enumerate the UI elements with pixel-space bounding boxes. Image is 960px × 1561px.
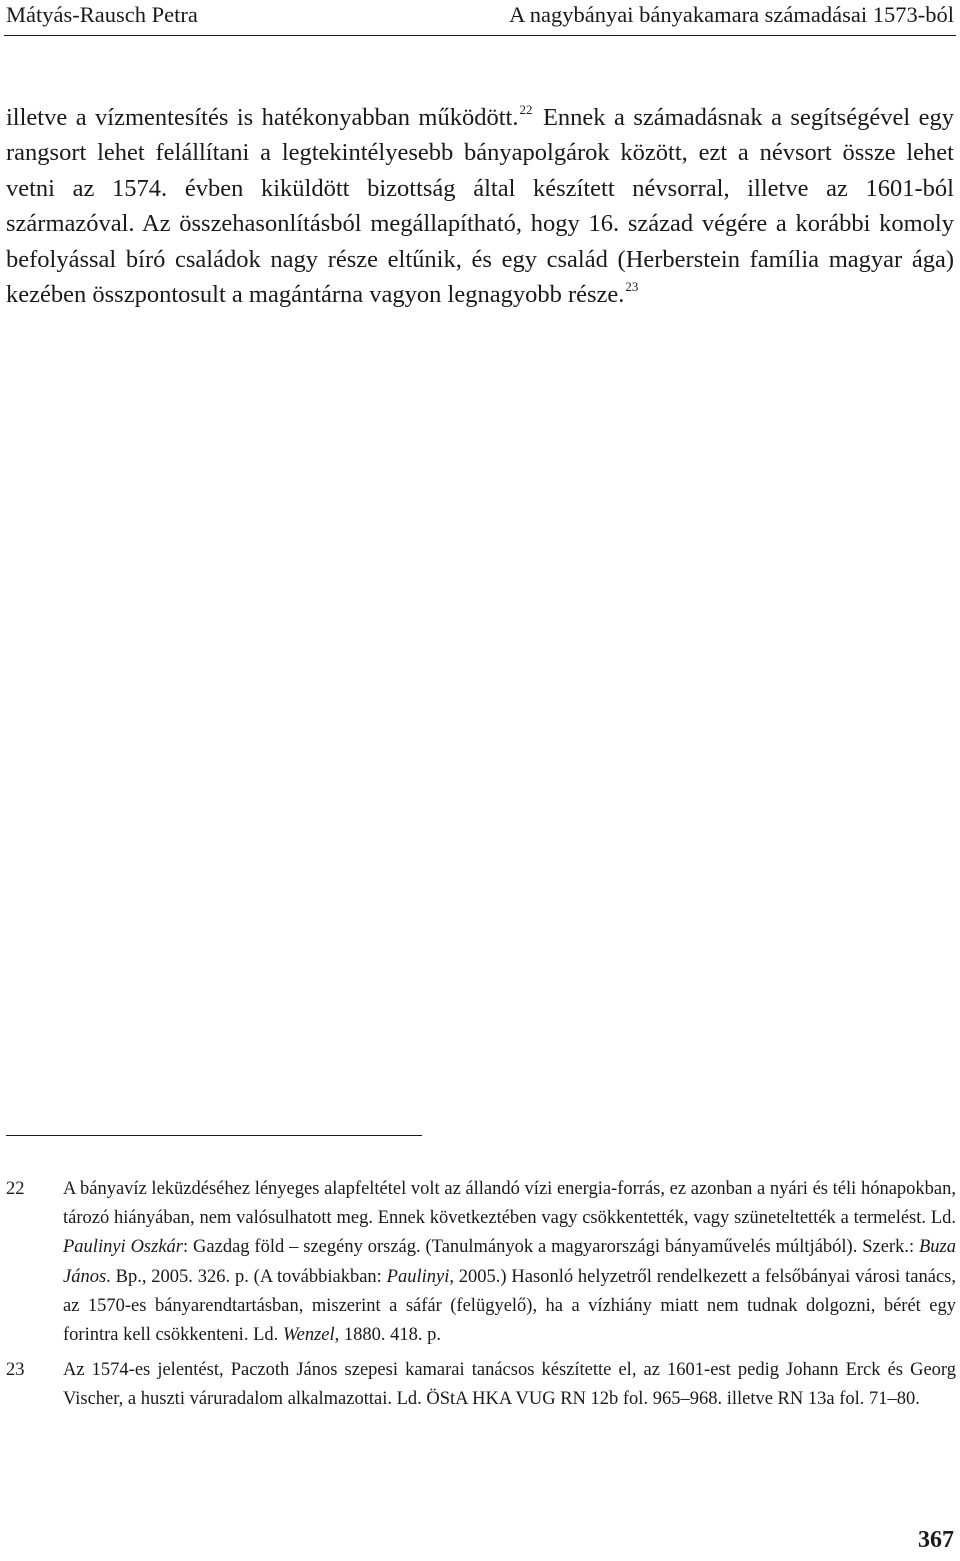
footnote-reference-23[interactable]: 23 [625,279,639,295]
body-paragraph [6,100,954,312]
footnote-text [63,1175,956,1350]
footnote-italic-name: Paulinyi Oszkár [63,1237,183,1258]
footnote-separator [6,1135,422,1136]
footnotes [6,1175,956,1421]
footnote-text-run: , 2005.) Hasonló helyzetről rendelkezett a felsőbányai városi tanács, az 1570-es bányarendtartásban, miszerint a sáfár (felügyelő), ha a vízhiány miatt nem tudnak dolgozni, bérét egy forintra kell csökkenteni. Ld. [63,1266,956,1346]
page-number: 367 [918,1527,954,1553]
running-header [6,0,954,34]
footnote-number: 22 [6,1179,25,1199]
header-rule [4,35,956,36]
body-segment: Ennek a számadásnak a segítségével egy rangsort lehet felállítani a legtekintélyesebb bányapolgárok között, ezt a névsort össze lehet vetni az 1574. évben kiküldött bizottság által készített névsorral, illetve az 1601-ból származóval. Az összehasonlításból megállapítható, hogy 16. század végére a korábbi komoly befolyással bíró családok nagy része eltűnik, és egy család (Herberstein família magyar ága) kezében összpontosult a magántárna vagyon legnagyobb része. [6,104,954,309]
body-segment: illetve a vízmentesítés is hatékonyabban működött. [6,104,519,131]
footnote-text-run: A bányavíz leküzdéséhez lényeges alapfeltétel volt az állandó vízi energia-forrás, ez azonban a nyári és téli hónapokban, tározó hiányában, nem valósulhatott meg. Ennek következtében vagy csökkentették, vagy szüneteltették a termelést. Ld. [63,1179,956,1229]
footnote-text [63,1356,956,1414]
footnote-22 [6,1175,956,1350]
footnote-text-run: . Bp., 2005. 326. p. (A továbbiakban: [106,1266,387,1287]
footnote-italic-name: Paulinyi [386,1266,450,1287]
footnote-text-run: Az 1574-es jelentést, Paczoth János szepesi kamarai tanácsos készítette el, az 1601-est pedig Johann Erck és Georg Vischer, a huszti váruradalom alkalmazottai. Ld. ÖStA HKA VUG RN 12b fol. 965–968. illetve RN 13a fol. 71–80. [63,1360,956,1410]
footnote-italic-name: Wenzel [282,1325,335,1346]
footnote-23 [6,1356,956,1414]
footnote-reference-22[interactable]: 22 [519,102,533,117]
footnote-text-run: : Gazdag föld – szegény ország. (Tanulmányok a magyarországi bányaművelés múltjából). Szerk.: [183,1237,919,1258]
footnote-text-run: , 1880. 418. p. [334,1325,441,1346]
footnote-number: 23 [6,1360,25,1381]
header-author: Mátyás-Rausch Petra [6,2,198,27]
header-title: A nagybányai bányakamara számadásai 1573-ból [509,2,954,27]
footnote-italic-name: Buza János [63,1237,956,1287]
